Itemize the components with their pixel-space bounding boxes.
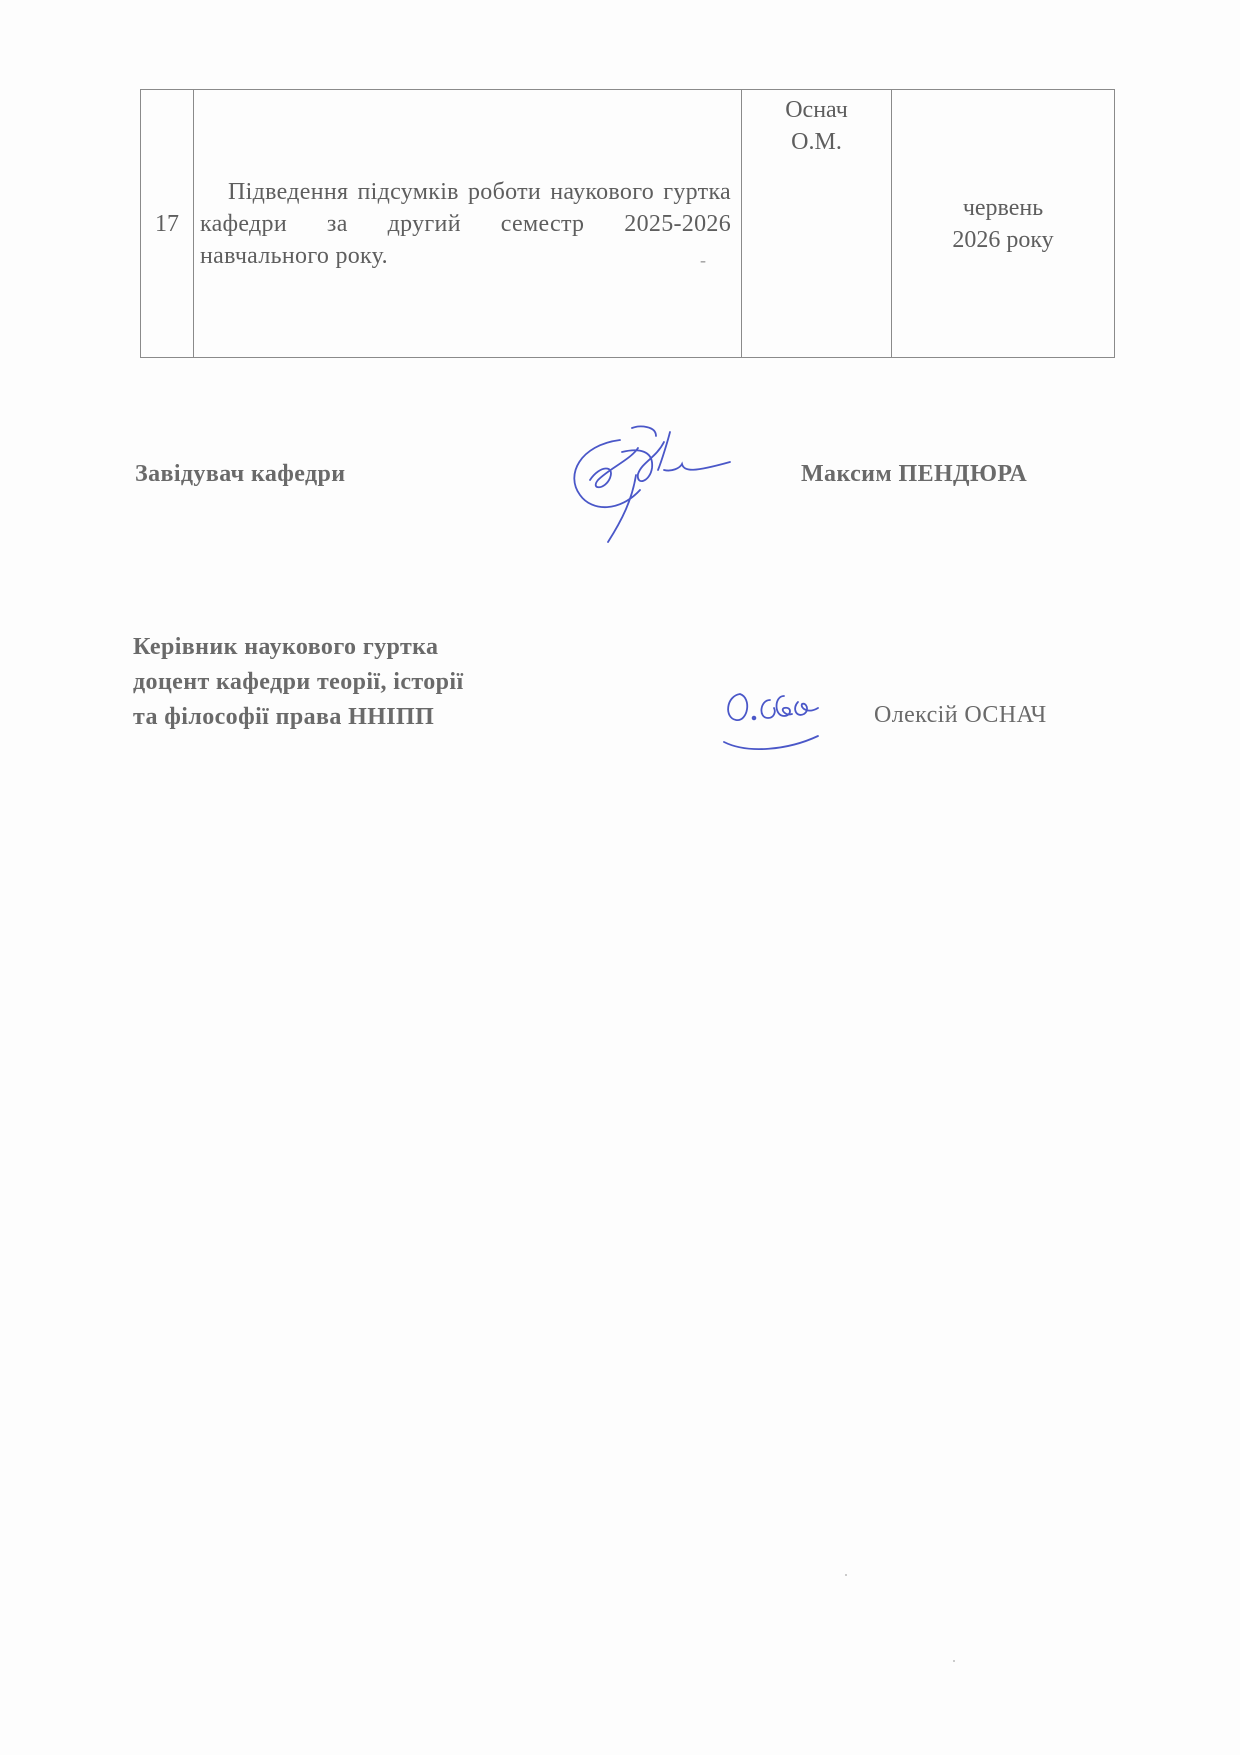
date-month: червень (962, 194, 1044, 221)
table-row (141, 90, 1115, 358)
responsible-cell (742, 90, 892, 358)
date-year: 2026 року (952, 226, 1054, 253)
plan-table (140, 89, 1115, 358)
scan-speck (953, 1660, 955, 1662)
scan-speck (845, 1574, 847, 1576)
circle-leader-title-line: та філософії права ННІПП (133, 704, 435, 730)
leader-signature (718, 680, 838, 758)
responsible-surname: Оснач (785, 97, 848, 123)
head-of-department-title: Завідувач кафедри (135, 461, 346, 487)
task-text: Підведення підсумків роботи наукового гуртка кафедри за другий семестр 2025-2026 навчального року. (200, 178, 731, 269)
row-number: 17 (141, 90, 194, 358)
task-cell (194, 90, 742, 358)
date-cell (892, 90, 1115, 358)
circle-leader-name: Олексій ОСНАЧ (874, 702, 1047, 728)
circle-leader-title (133, 630, 464, 735)
circle-leader-title-line: Керівник наукового гуртка (133, 634, 439, 660)
head-of-department-name: Максим ПЕНДЮРА (801, 461, 1028, 487)
head-signature (560, 420, 740, 550)
stray-mark: - (700, 250, 706, 270)
circle-leader-title-line: доцент кафедри теорії, історії (133, 669, 464, 695)
responsible-initials: О.М. (791, 129, 842, 155)
